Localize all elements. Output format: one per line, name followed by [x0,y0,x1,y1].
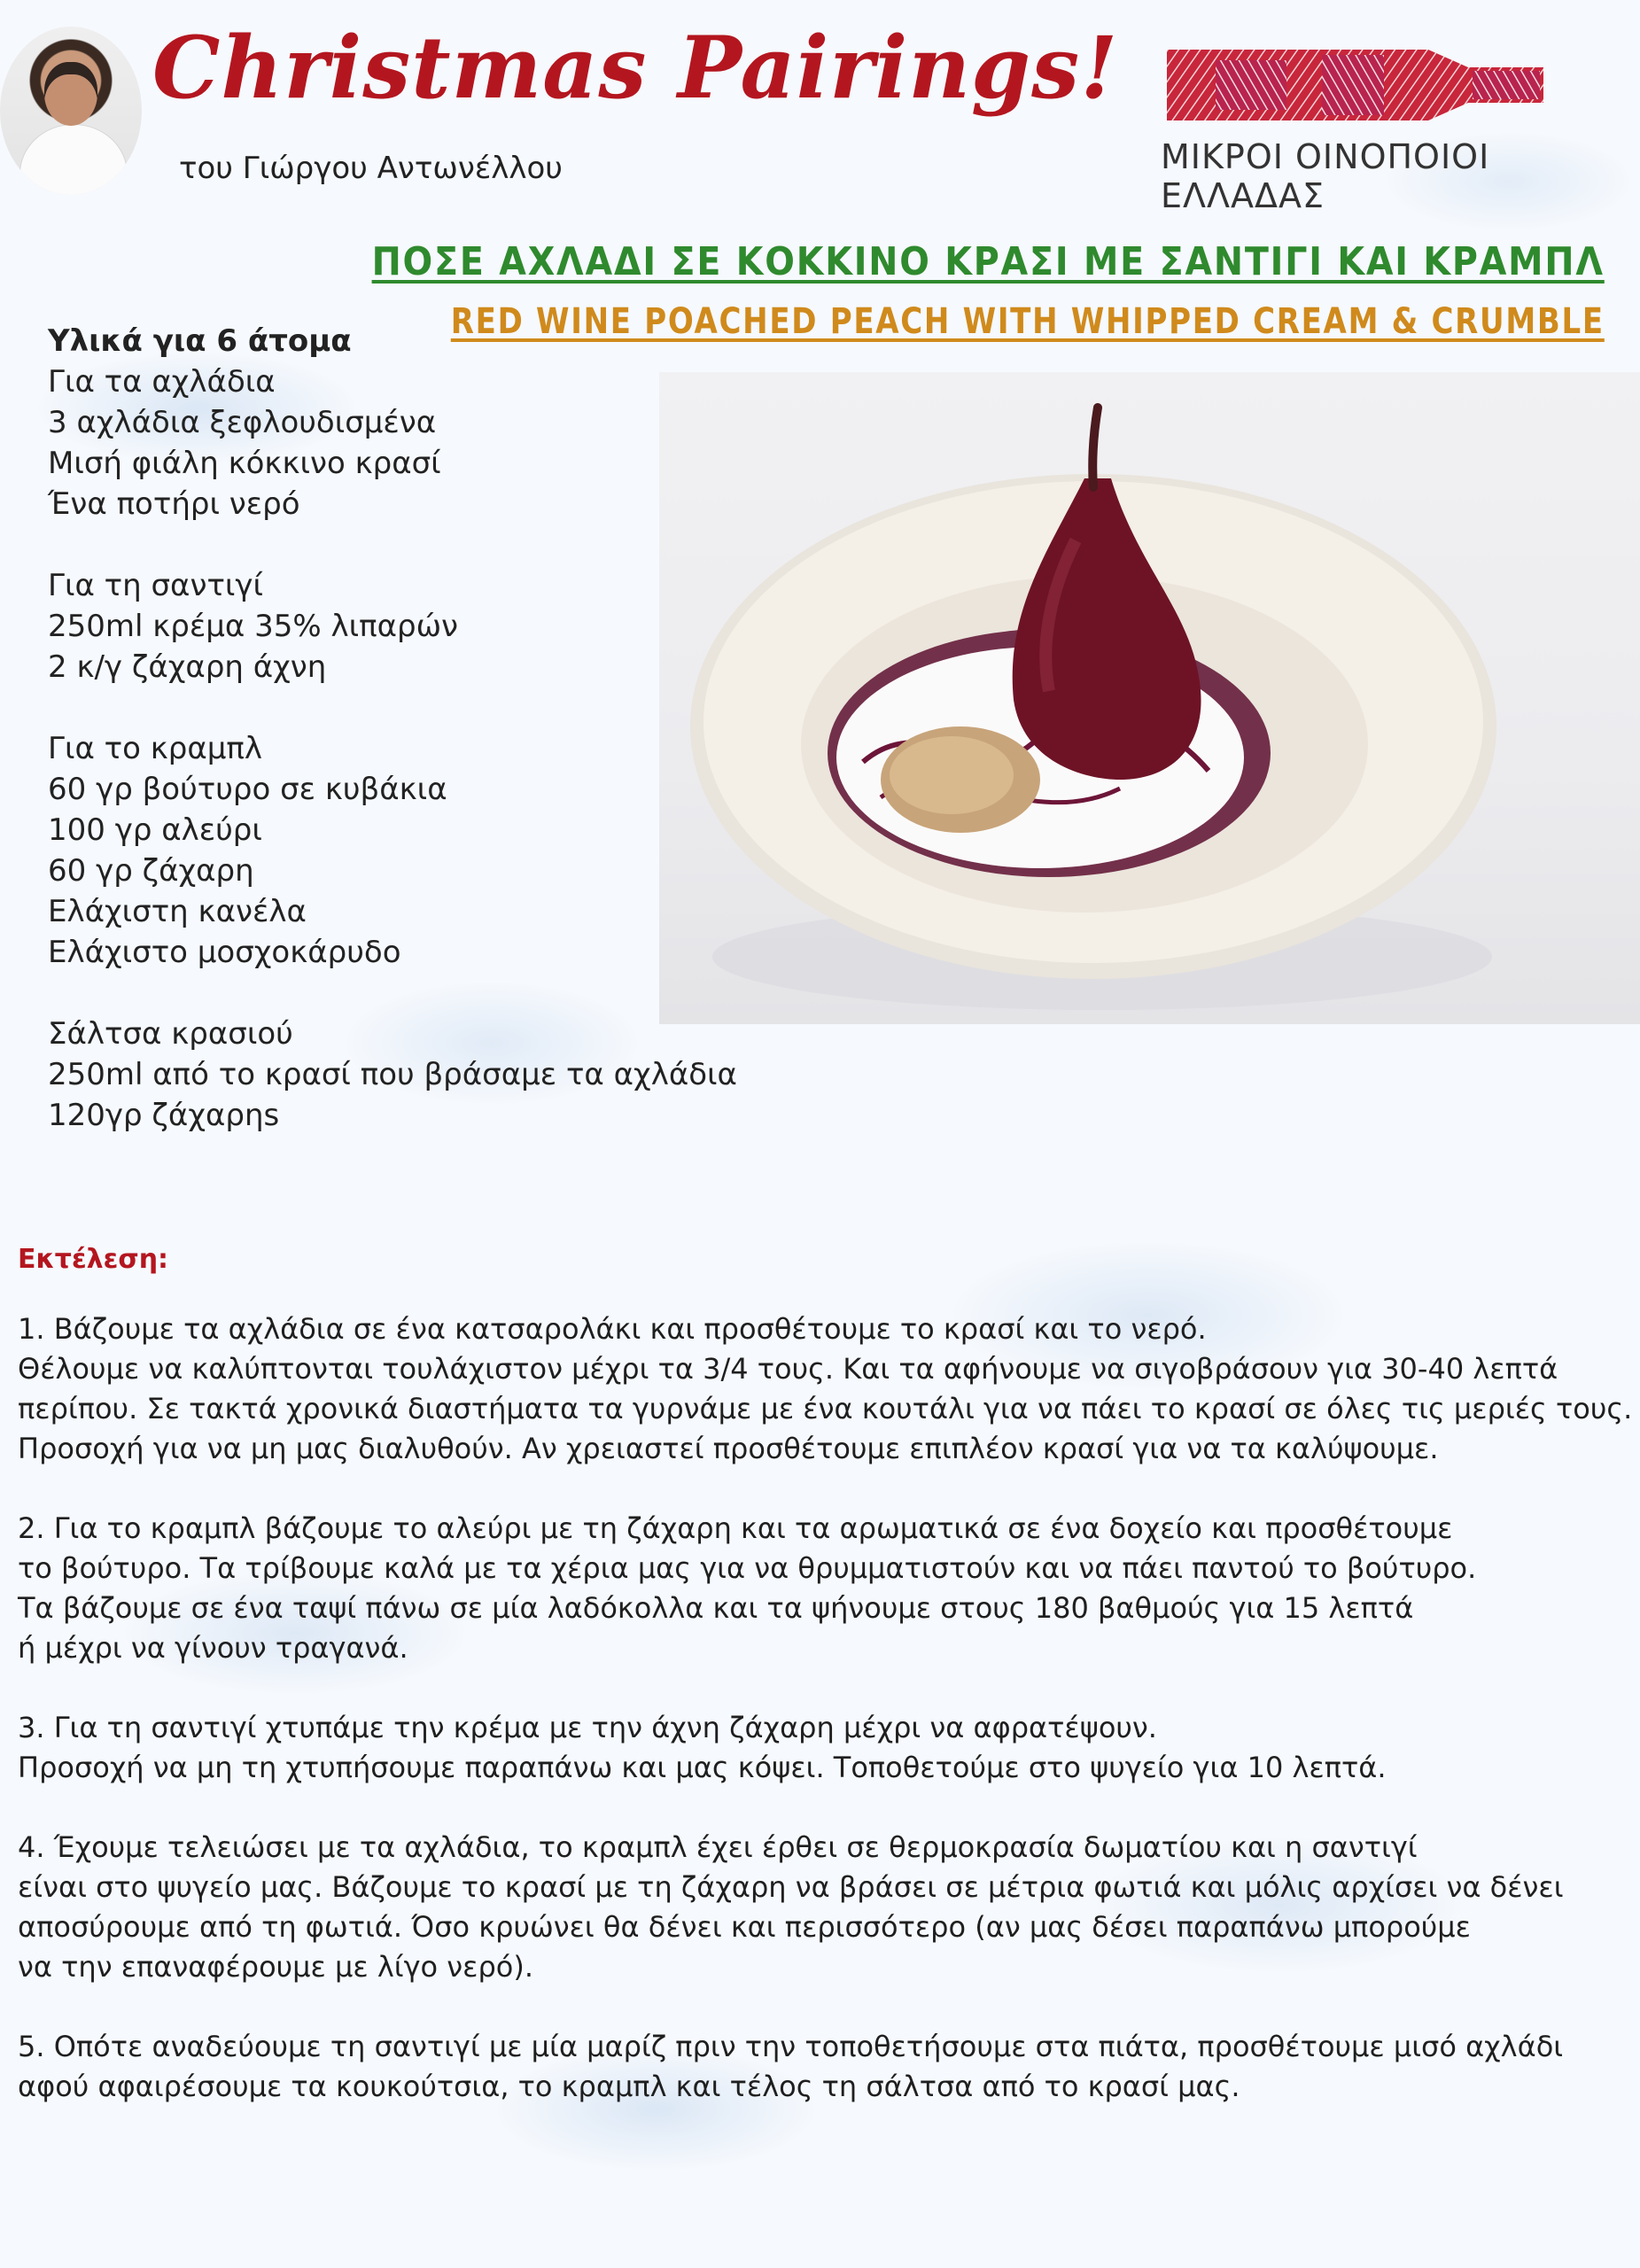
dessert-photo [659,372,1640,1024]
page-title: Christmas Pairings! [152,18,1119,118]
step-line: Προσοχή να μη τη χτυπήσουμε παραπάνω και μας κόψει. Τοποθετούμε στο ψυγείο για 10 λεπτά. [18,1751,1387,1784]
ingredient-line: 60 γρ βούτυρο σε κυβάκια [48,772,447,807]
step-line: να την επαναφέρουμε με λίγο νερό). [18,1950,533,1984]
step-line: είναι στο ψυγείο μας. Βάζουμε το κρασί με τη ζάχαρη να βράσει σε μέτρια φωτιά και μόλις αρχίσει να δένει [18,1870,1564,1904]
step-line: Προσοχή για να μη μας διαλυθούν. Αν χρειαστεί προσθέτουμε επιπλέον κρασί για να τα καλύψουμε. [18,1432,1439,1465]
step-line: 2. Για το κραμπλ βάζουμε το αλεύρι με τη ζάχαρη και τα αρωματικά σε ένα δοχείο και προσθέτουμε [18,1511,1453,1545]
ingredient-line: Για τα αχλάδια [48,364,276,400]
ingredient-line: 100 γρ αλεύρι [48,812,262,848]
ingredient-line: 250ml από το κρασί που βράσαμε τα αχλάδια [48,1057,737,1092]
poached-pear-illustration [659,372,1640,1024]
chef-jacket [19,124,128,195]
ingredients-list [48,321,737,1177]
step-line: περίπου. Σε τακτά χρονικά διαστήματα τα γυρνάμε με ένα κουτάλι για να πάει το κρασί σε όλες τις μεριές τους. [18,1392,1633,1425]
ingredient-line: Για το κραμπλ [48,731,263,766]
ingredient-line: 2 κ/γ ζάχαρη άχνη [48,649,327,685]
ingredient-line: 3 αχλάδια ξεφλουδισμένα [48,405,437,440]
ingredient-line: Ελάχιστη κανέλα [48,894,307,929]
ingredient-group-sauce [48,1014,737,1136]
ingredient-group-crumble [48,728,721,973]
ingredients-title: Υλικά για 6 άτομα [48,323,352,359]
step-line: 1. Βάζουμε τα αχλάδια σε ένα κατσαρολάκι και προσθέτουμε το κρασί και το νερό. [18,1312,1207,1346]
step-line: αφού αφαιρέσουμε τα κουκούτσια, το κραμπλ και τέλος τη σάλτσα από το κρασί μας. [18,2070,1240,2103]
ingredient-line: Ελάχιστο μοσχοκάρυδο [48,935,401,970]
step-line: ή μέχρι να γίνουν τραγανά. [18,1631,408,1665]
step-line: Τα βάζουμε σε ένα ταψί πάνω σε μία λαδόκολλα και τα ψήνουμε στους 180 βαθμούς για 15 λεπτά [18,1591,1414,1625]
step-line: το βούτυρο. Τα τρίβουμε καλά με τα χέρια μας για να θρυμματιστούν και να πάει παντού το βούτυρο. [18,1551,1477,1585]
step-line: Θέλουμε να καλύπτονται τουλάχιστον μέχρι τα 3/4 τους. Και τα αφήνουμε να σιγοβράσουν για 30-40 λεπτά [18,1352,1558,1386]
ingredient-line: 250ml κρέμα 35% λιπαρών [48,609,459,644]
ingredient-line: Μισή φιάλη κόκκινο κρασί [48,446,441,481]
ingredient-line: 60 γρ ζάχαρη [48,853,254,889]
chef-head [44,62,97,126]
step-line: 3. Για τη σαντιγί χτυπάμε την κρέμα με την άχνη ζάχαρη μέχρι να αφρατέψουν. [18,1711,1157,1744]
ingredient-line: 120γρ ζάχαρηs [48,1098,280,1133]
step-5 [18,2027,1630,2107]
chef-avatar [0,27,142,195]
step-line: 4. Έχουμε τελειώσει με τα αχλάδια, το κραμπλ έχει έρθει σε θερμοκρασία δωματίου και η σαντιγί [18,1830,1418,1864]
ingredient-line: Σάλτσα κρασιού [48,1016,293,1052]
step-2 [18,1509,1630,1668]
execution-steps [18,1309,1633,2147]
author-subtitle: του Γιώργου Αντωνέλλου [179,151,563,186]
ingredient-line: Για τη σαντιγί [48,568,264,603]
wine-bottle-logo-icon [1162,41,1570,129]
ingredient-group-cream [48,565,721,687]
recipe-title-greek: ΠΟΣΕ ΑΧΛΑΔΙ ΣΕ ΚΟΚΚΙΝΟ ΚΡΑΣΙ ΜΕ ΣΑΝΤΙΓΙ ΚΑΙ ΚΡΑΜΠΛ [371,239,1605,284]
ingredient-group-pears [48,361,721,524]
step-3 [18,1708,1630,1788]
step-1 [18,1309,1633,1469]
ingredient-line: Ένα ποτήρι νερό [48,486,300,522]
step-4 [18,1828,1630,1987]
step-line: 5. Οπότε αναδεύουμε τη σαντιγί με μία μαρίζ πριν την τοποθετήσουμε στα πιάτα, προσθέτουμε μισό αχλάδι [18,2030,1564,2063]
brand-name: ΜΙΚΡΟΙ ΟΙΝΟΠΟΙΟΙ ΕΛΛΑΔΑΣ [1161,137,1490,215]
step-line: αποσύρουμε από τη φωτιά. Όσο κρυώνει θα δένει και περισσότερο (αν μας δέσει παραπάνω μπορούμε [18,1910,1471,1944]
execution-title: Εκτέλεση: [18,1244,169,1275]
recipe-title-english: RED WINE POACHED PEACH WITH WHIPPED CREAM & CRUMBLE [450,301,1605,342]
